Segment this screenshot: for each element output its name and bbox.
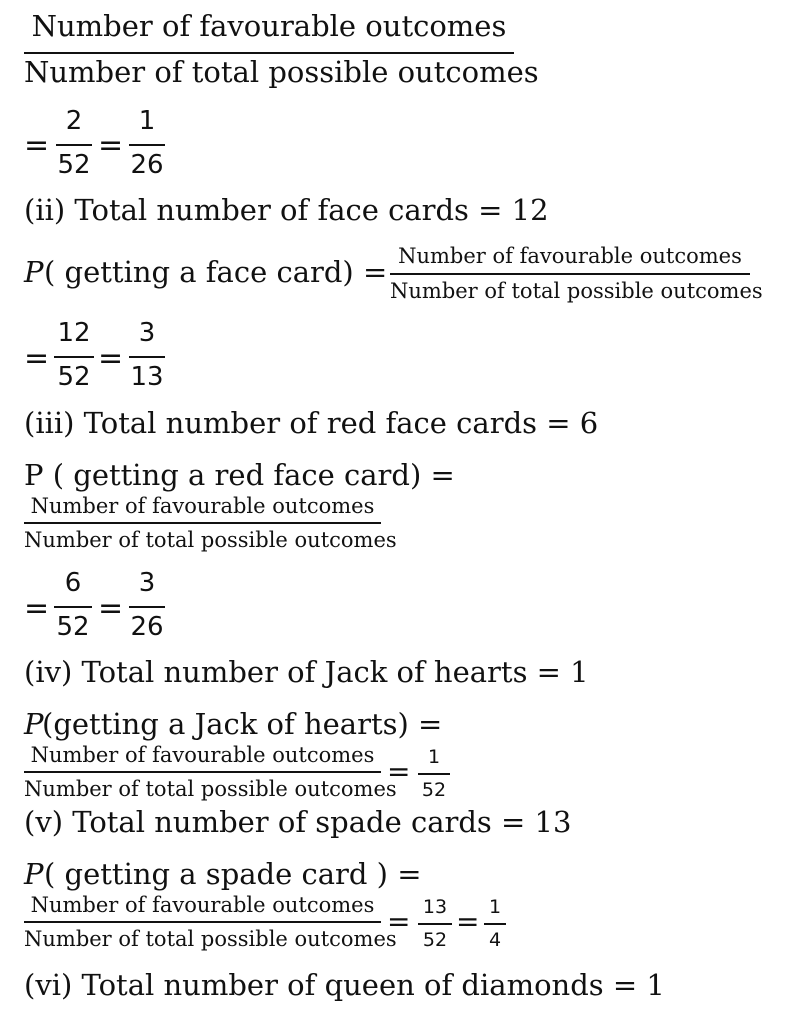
part4-heading: (iv) Total number of Jack of hearts = 1 — [24, 655, 589, 689]
top-numerator: Number of favourable outcomes — [31, 9, 507, 43]
frac-numerator: 1 — [427, 746, 441, 768]
equals-sign: = — [387, 905, 411, 938]
frac-numerator: 2 — [65, 106, 83, 136]
frac-denominator: 52 — [57, 362, 91, 392]
frac-denominator: 13 — [130, 362, 164, 392]
top-denominator: Number of total possible outcomes — [24, 55, 539, 89]
frac-numerator: 1 — [138, 106, 156, 136]
frac-numerator: Number of favourable outcomes — [398, 244, 742, 268]
equals-sign: = — [456, 905, 480, 938]
frac-denominator: 4 — [488, 929, 502, 951]
frac-denominator: Number of total possible outcomes — [24, 927, 397, 951]
prob-label: ( getting a spade card ) = — [44, 857, 422, 891]
fraction-bar — [24, 522, 381, 524]
frac-denominator: 52 — [421, 779, 447, 801]
frac-denominator: Number of total possible outcomes — [390, 279, 763, 303]
top-fraction-bar — [24, 52, 514, 54]
fraction-bar — [54, 606, 92, 608]
frac-denominator: 26 — [130, 612, 164, 642]
frac-denominator: 52 — [422, 929, 448, 951]
frac-numerator: 1 — [488, 896, 502, 918]
prob-p: P — [24, 707, 44, 741]
fraction-bar — [484, 923, 506, 925]
fraction-bar — [129, 144, 165, 146]
frac-denominator: Number of total possible outcomes — [24, 777, 397, 801]
equals-sign: = — [98, 591, 124, 626]
prob-p: P — [24, 255, 44, 289]
prob-p: P — [24, 857, 44, 891]
fraction-bar — [24, 921, 381, 923]
part5-heading: (v) Total number of spade cards = 13 — [24, 805, 572, 839]
fraction-bar — [56, 144, 92, 146]
fraction-bar — [129, 606, 165, 608]
prob-label: ( getting a face card) = — [44, 255, 388, 289]
equals-sign: = — [98, 128, 124, 163]
frac-numerator: Number of favourable outcomes — [30, 494, 375, 518]
fraction-bar — [390, 273, 750, 275]
fraction-bar — [129, 356, 165, 358]
frac-numerator: 3 — [138, 318, 156, 348]
frac-numerator: 12 — [57, 318, 91, 348]
part2-heading: (ii) Total number of face cards = 12 — [24, 193, 549, 227]
fraction-bar — [54, 356, 94, 358]
frac-numerator: 6 — [64, 568, 82, 598]
prob-label: P ( getting a red face card) = — [24, 458, 455, 492]
frac-denominator: 26 — [130, 150, 164, 180]
part6-heading: (vi) Total number of queen of diamonds = 1 — [24, 968, 665, 1002]
equals-sign: = — [98, 341, 124, 376]
fraction-bar — [418, 923, 452, 925]
frac-denominator: 52 — [56, 612, 90, 642]
equals-sign: = — [24, 591, 50, 626]
part3-heading: (iii) Total number of red face cards = 6 — [24, 406, 599, 440]
frac-numerator: Number of favourable outcomes — [30, 893, 375, 917]
prob-label: (getting a Jack of hearts) = — [42, 707, 443, 741]
frac-numerator: 3 — [138, 568, 156, 598]
fraction-bar — [418, 773, 450, 775]
frac-denominator: 52 — [57, 150, 91, 180]
frac-denominator: Number of total possible outcomes — [24, 528, 397, 552]
equals-sign: = — [24, 341, 50, 376]
fraction-bar — [24, 771, 381, 773]
equals-sign: = — [24, 128, 50, 163]
frac-numerator: Number of favourable outcomes — [30, 743, 375, 767]
equals-sign: = — [387, 755, 411, 788]
frac-numerator: 13 — [422, 896, 448, 918]
